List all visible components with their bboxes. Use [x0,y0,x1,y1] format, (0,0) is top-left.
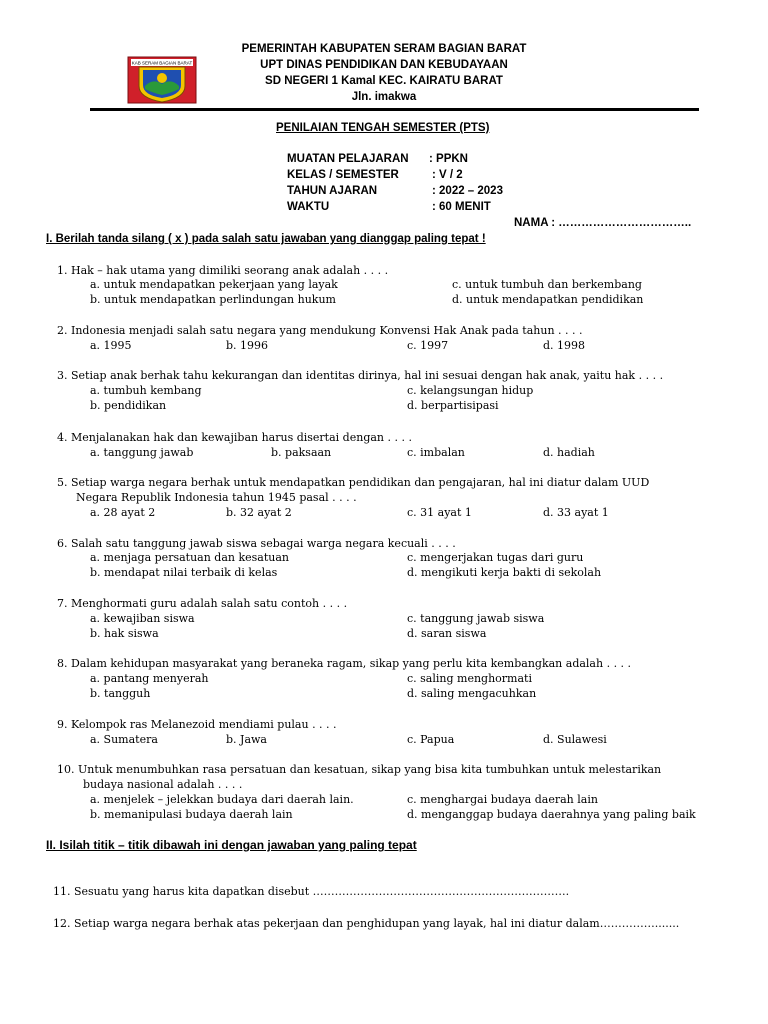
q9-option-b[interactable]: b. Jawa [226,733,267,746]
q5-option-b[interactable]: b. 32 ayat 2 [226,506,292,519]
q10-option-b[interactable]: b. memanipulasi budaya daerah lain [90,808,293,821]
question-11[interactable]: 11. Sesuatu yang harus kita dapatkan disebut ……………………………………………………………. [53,885,570,898]
q2-option-b[interactable]: b. 1996 [226,339,269,352]
header-department: UPT DINAS PENDIDIKAN DAN KEBUDAYAAN [260,59,508,71]
name-field[interactable]: NAMA : …………………………….. [514,217,692,229]
header-divider [90,108,699,111]
q2-option-a[interactable]: a. 1995 [90,339,132,352]
question-1: 1. Hak – hak utama yang dimiliki seorang anak adalah . . . . [57,264,389,277]
q5-option-d[interactable]: d. 33 ayat 1 [543,506,609,519]
q8-option-a[interactable]: a. pantang menyerah [90,672,209,685]
q10-option-d[interactable]: d. menganggap budaya daerahnya yang paling baik [407,808,696,821]
q6-option-c[interactable]: c. mengerjakan tugas dari guru [407,551,584,564]
header-school: SD NEGERI 1 Kamal KEC. KAIRATU BARAT [265,75,503,87]
question-9: 9. Kelompok ras Melanezoid mendiami pulau . . . . [57,718,337,731]
q5-option-c[interactable]: c. 31 ayat 1 [407,506,472,519]
section-2-instruction: II. Isilah titik – titik dibawah ini dengan jawaban yang paling tepat [46,838,417,852]
question-2: 2. Indonesia menjadi salah satu negara yang mendukung Konvensi Hak Anak pada tahun . . . . [57,324,583,337]
field-value-class: : V / 2 [432,169,463,181]
q9-option-c[interactable]: c. Papua [407,733,455,746]
q7-option-c[interactable]: c. tanggung jawab siswa [407,612,545,625]
q1-option-b[interactable]: b. untuk mendapatkan perlindungan hukum [90,293,336,306]
question-4: 4. Menjalanakan hak dan kewajiban harus disertai dengan . . . . [57,431,412,444]
q6-option-b[interactable]: b. mendapat nilai terbaik di kelas [90,566,278,579]
question-10: 10. Untuk menumbuhkan rasa persatuan dan kesatuan, sikap yang bisa kita tumbuhkan untuk melestarikan [57,763,662,776]
q9-option-d[interactable]: d. Sulawesi [543,733,607,746]
field-value-year: : 2022 – 2023 [432,185,503,197]
q3-option-a[interactable]: a. tumbuh kembang [90,384,202,397]
q1-option-d[interactable]: d. untuk mendapatkan pendidikan [452,293,644,306]
question-8: 8. Dalam kehidupan masyarakat yang beraneka ragam, sikap yang perlu kita kembangkan adalah . . . . [57,657,632,670]
question-12[interactable]: 12. Setiap warga negara berhak atas pekerjaan dan penghidupan yang layak, hal ini diatur dalam……………....... [53,917,680,930]
q4-option-a[interactable]: a. tanggung jawab [90,446,194,459]
q8-option-b[interactable]: b. tangguh [90,687,151,700]
q5-option-a[interactable]: a. 28 ayat 2 [90,506,156,519]
q1-option-c[interactable]: c. untuk tumbuh dan berkembang [452,278,642,291]
question-10-line-2: budaya nasional adalah . . . . [83,778,243,791]
q7-option-d[interactable]: d. saran siswa [407,627,487,640]
q10-option-c[interactable]: c. menghargai budaya daerah lain [407,793,598,806]
section-1-instruction: I. Berilah tanda silang ( x ) pada salah satu jawaban yang dianggap paling tepat ! [46,233,486,245]
exam-title: PENILAIAN TENGAH SEMESTER (PTS) [276,122,490,134]
field-label-time: WAKTU [287,201,330,213]
q10-option-a[interactable]: a. menjelek – jelekkan budaya dari daerah lain. [90,793,354,806]
field-value-subject: : PPKN [429,153,468,165]
q7-option-a[interactable]: a. kewajiban siswa [90,612,195,625]
q2-option-c[interactable]: c. 1997 [407,339,449,352]
field-label-year: TAHUN AJARAN [287,185,378,197]
q8-option-d[interactable]: d. saling mengacuhkan [407,687,537,700]
q2-option-d[interactable]: d. 1998 [543,339,586,352]
q4-option-b[interactable]: b. paksaan [271,446,332,459]
q6-option-d[interactable]: d. mengikuti kerja bakti di sekolah [407,566,602,579]
q3-option-d[interactable]: d. berpartisipasi [407,399,499,412]
field-label-class: KELAS / SEMESTER [287,169,399,181]
q3-option-c[interactable]: c. kelangsungan hidup [407,384,534,397]
q4-option-c[interactable]: c. imbalan [407,446,465,459]
question-5: 5. Setiap warga negara berhak untuk mendapatkan pendidikan dan pengajaran, hal ini diatur dalam UUD [57,476,650,489]
q4-option-d[interactable]: d. hadiah [543,446,595,459]
q3-option-b[interactable]: b. pendidikan [90,399,167,412]
header-address: Jln. imakwa [351,91,417,103]
field-value-time: : 60 MENIT [432,201,491,213]
q9-option-a[interactable]: a. Sumatera [90,733,158,746]
question-5-line-2: Negara Republik Indonesia tahun 1945 pasal . . . . [76,491,357,504]
question-7: 7. Menghormati guru adalah salah satu contoh . . . . [57,597,348,610]
q7-option-b[interactable]: b. hak siswa [90,627,159,640]
question-3: 3. Setiap anak berhak tahu kekurangan dan identitas dirinya, hal ini sesuai dengan hak anak, yaitu hak . . . . [57,369,664,382]
field-label-subject: MUATAN PELAJARAN [287,153,409,165]
logo-text: KAB SERAM BAGIAN BARAT [131,60,193,66]
question-6: 6. Salah satu tanggung jawab siswa sebagai warga negara kecuali . . . . [57,537,456,550]
q6-option-a[interactable]: a. menjaga persatuan dan kesatuan [90,551,290,564]
q8-option-c[interactable]: c. saling menghormati [407,672,532,685]
q1-option-a[interactable]: a. untuk mendapatkan pekerjaan yang layak [90,278,338,291]
header-government: PEMERINTAH KABUPATEN SERAM BAGIAN BARAT [241,43,527,55]
